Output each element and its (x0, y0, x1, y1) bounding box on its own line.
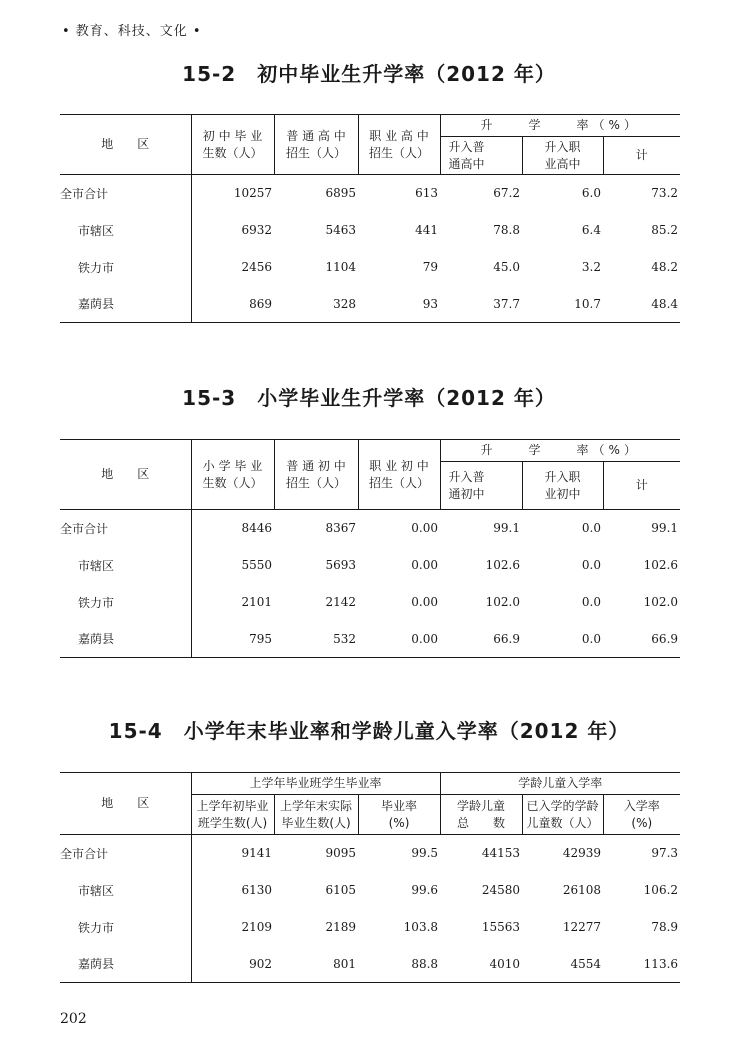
cell: 8367 (325, 521, 356, 536)
header-initial-students: 上学年初毕业 班学生数(人) (191, 795, 274, 835)
row-region: 市辖区 (60, 547, 191, 584)
cell: 10257 (233, 186, 272, 201)
cell: 0.00 (411, 558, 438, 572)
table-title-15-3: 15-3 小学毕业生升学率（2012 年） (182, 386, 556, 410)
cell: 6.0 (581, 186, 601, 201)
header-general-high-enroll: 普 通 高 中 招生（人） (274, 115, 358, 175)
cell: 99.1 (651, 521, 679, 536)
cell: 613 (415, 186, 438, 201)
header-vocational-junior-enroll: 职 业 初 中 招生（人） (358, 440, 440, 510)
cell: 26108 (562, 883, 602, 897)
cell: 0.00 (358, 621, 440, 658)
row-region: 铁力市 (60, 909, 191, 946)
cell: 42939 (562, 846, 602, 861)
cell: 79 (422, 260, 438, 274)
row-region: 市辖区 (60, 212, 191, 249)
table-15-3 (60, 439, 680, 658)
cell: 869 (191, 286, 274, 323)
cell: 5550 (241, 558, 272, 572)
cell: 113.6 (603, 946, 680, 983)
cell: 97.3 (651, 846, 679, 861)
cell: 2456 (241, 260, 272, 274)
cell: 4554 (522, 946, 603, 983)
section-label: • 教育、科技、文化 • (62, 24, 202, 39)
cell: 99.6 (411, 883, 439, 897)
row-region: 全市合计 (60, 510, 191, 547)
header-school-age-total: 学龄儿童 总 数 (440, 795, 522, 835)
cell: 10.7 (522, 286, 603, 323)
header-graduation-group: 上学年毕业班学生毕业率 (191, 773, 440, 795)
cell: 37.7 (440, 286, 522, 323)
cell: 441 (415, 223, 438, 237)
cell: 0.0 (581, 558, 601, 572)
cell: 99.1 (493, 521, 520, 536)
header-graduates: 初 中 毕 业 生数（人） (191, 115, 274, 175)
cell: 532 (274, 621, 358, 658)
cell: 45.0 (493, 260, 520, 274)
cell: 0.00 (411, 521, 438, 536)
cell: 0.0 (522, 621, 603, 658)
header-enrolled-children: 已入学的学龄 儿童数（人） (522, 795, 603, 835)
cell: 88.8 (358, 946, 440, 983)
cell: 48.2 (651, 260, 679, 274)
row-region: 全市合计 (60, 175, 191, 212)
cell: 6932 (241, 223, 272, 237)
cell: 66.9 (440, 621, 522, 658)
header-rate-group: 升 学 率（%） (440, 115, 680, 137)
cell: 106.2 (643, 883, 679, 897)
header-rate-general: 升入普 通高中 (440, 137, 522, 175)
cell: 9141 (241, 846, 272, 861)
cell: 328 (274, 286, 358, 323)
cell: 6.4 (581, 223, 601, 237)
cell: 0.0 (581, 521, 601, 536)
cell: 66.9 (603, 621, 680, 658)
header-rate-total: 计 (603, 137, 680, 175)
cell: 5693 (325, 558, 356, 572)
row-region: 铁力市 (60, 584, 191, 621)
cell: 3.2 (581, 260, 601, 274)
header-rate-general: 升入普 通初中 (440, 462, 522, 510)
header-actual-graduates: 上学年末实际 毕业生数(人) (274, 795, 358, 835)
header-graduates: 小 学 毕 业 生数（人） (191, 440, 274, 510)
header-rate-total: 计 (603, 462, 680, 510)
header-general-junior-enroll: 普 通 初 中 招生（人） (274, 440, 358, 510)
cell: 67.2 (493, 186, 520, 201)
cell: 6895 (325, 186, 356, 201)
header-region: 地 区 (60, 773, 191, 835)
row-region: 嘉荫县 (60, 946, 191, 983)
cell: 78.8 (493, 223, 520, 237)
cell: 48.4 (603, 286, 680, 323)
cell: 12277 (562, 920, 602, 934)
table-15-2 (60, 114, 680, 323)
cell: 102.6 (643, 558, 679, 572)
cell: 8446 (241, 521, 272, 536)
row-region: 嘉荫县 (60, 286, 191, 323)
header-enrollment-rate: 入学率 (%) (603, 795, 680, 835)
cell: 6105 (325, 883, 356, 897)
cell: 902 (191, 946, 274, 983)
cell: 73.2 (651, 186, 679, 201)
row-region: 铁力市 (60, 249, 191, 286)
cell: 85.2 (651, 223, 679, 237)
table-15-4 (60, 772, 680, 983)
cell: 2142 (325, 595, 356, 609)
cell: 795 (191, 621, 274, 658)
cell: 2189 (325, 920, 356, 934)
row-region: 市辖区 (60, 872, 191, 909)
header-graduation-rate: 毕业率 (%) (358, 795, 440, 835)
header-region: 地 区 (60, 115, 191, 175)
cell: 9095 (325, 846, 356, 861)
cell: 102.0 (485, 595, 520, 609)
table-title-15-2: 15-2 初中毕业生升学率（2012 年） (182, 62, 556, 86)
row-region: 全市合计 (60, 835, 191, 872)
header-region: 地 区 (60, 440, 191, 510)
cell: 801 (274, 946, 358, 983)
cell: 15563 (481, 920, 521, 934)
cell: 78.9 (651, 920, 679, 934)
header-rate-vocational: 升入职 业高中 (522, 137, 603, 175)
cell: 99.5 (411, 846, 439, 861)
header-vocational-high-enroll: 职 业 高 中 招生（人） (358, 115, 440, 175)
cell: 103.8 (403, 920, 439, 934)
cell: 102.0 (643, 595, 679, 609)
header-rate-vocational: 升入职 业初中 (522, 462, 603, 510)
row-region: 嘉荫县 (60, 621, 191, 658)
cell: 24580 (481, 883, 521, 897)
cell: 5463 (325, 223, 356, 237)
cell: 0.00 (411, 595, 438, 609)
cell: 6130 (241, 883, 272, 897)
header-enrollment-group: 学龄儿童入学率 (440, 773, 680, 795)
cell: 93 (358, 286, 440, 323)
cell: 102.6 (485, 558, 520, 572)
cell: 2101 (241, 595, 272, 609)
table-title-15-4: 15-4 小学年末毕业率和学龄儿童入学率（2012 年） (108, 719, 630, 743)
cell: 1104 (325, 260, 356, 274)
page-number: 202 (60, 1011, 87, 1027)
cell: 2109 (241, 920, 272, 934)
cell: 0.0 (581, 595, 601, 609)
header-rate-group: 升 学 率（%） (440, 440, 680, 462)
cell: 44153 (481, 846, 521, 861)
cell: 4010 (440, 946, 522, 983)
